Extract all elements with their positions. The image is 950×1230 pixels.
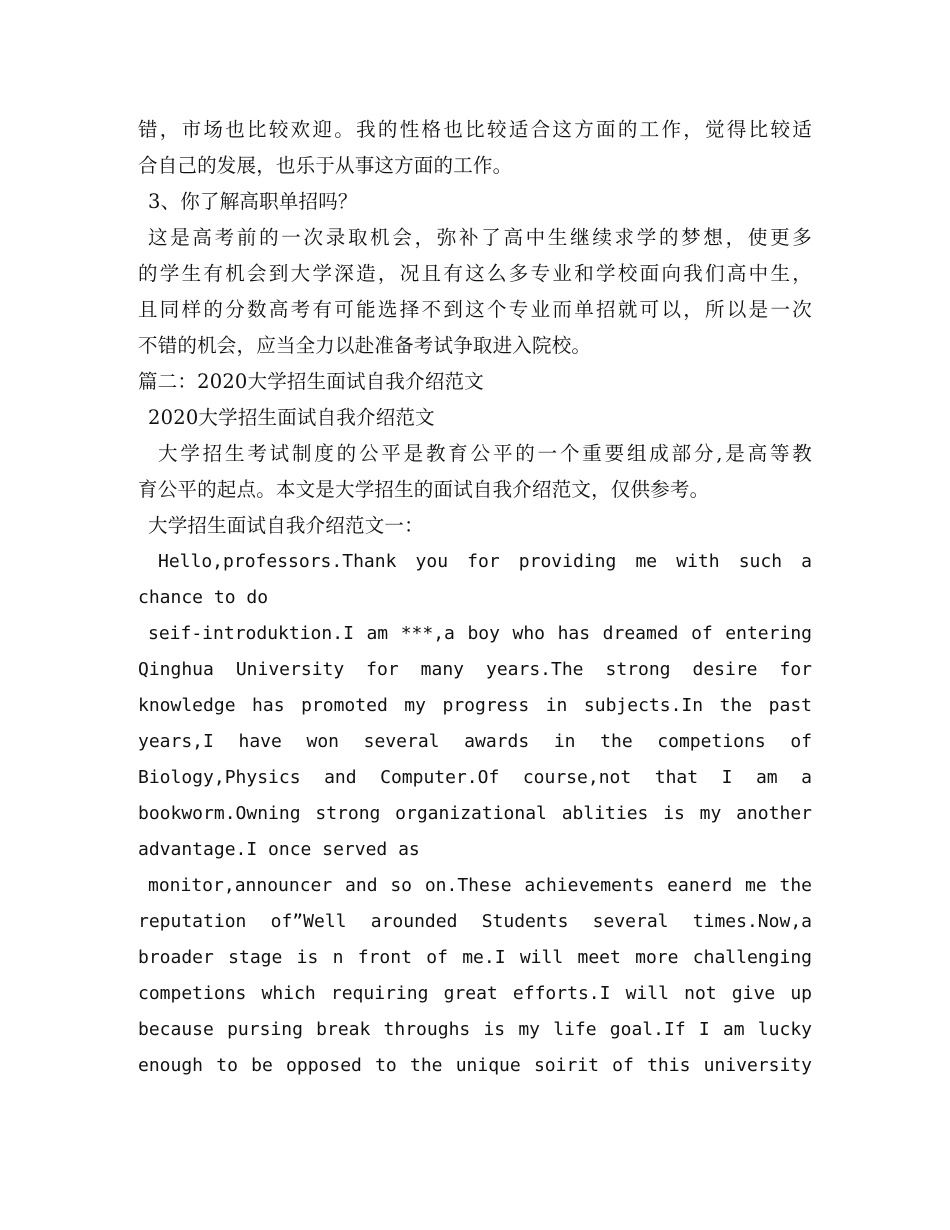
text-line: broader stage is n front of me.I will meet more challenging [138, 947, 812, 968]
text-line: Hello,professors.Thank you for providing me with such a [158, 551, 812, 572]
question-heading: 3、你了解高职单招吗？ [148, 190, 358, 213]
text-line: monitor,announcer and so on.These achievements eanerd me the [148, 875, 812, 896]
section-heading: 篇二：2020大学招生面试自我介绍范文 [138, 370, 484, 393]
text-line: because pursing break throughs is my life goal.If I am lucky [138, 1019, 812, 1040]
text-line: 且同样的分数高考有可能选择不到这个专业而单招就可以，所以是一次 [138, 298, 812, 321]
text-line: 错，市场也比较欢迎。我的性格也比较适合这方面的工作，觉得比较适 [138, 118, 812, 141]
text-line: years,I have won several awards in the competions of [138, 731, 812, 752]
text-line: seif-introduktion.I am ***,a boy who has dreamed of entering [148, 623, 812, 644]
text-line: Qinghua University for many years.The strong desire for [138, 659, 812, 680]
text-line: 不错的机会，应当全力以赴准备考试争取进入院校。 [138, 334, 592, 357]
text-line: advantage.I once served as [138, 839, 420, 860]
document-page [138, 112, 812, 1084]
text-line: bookworm.Owning strong organizational ablities is my another [138, 803, 812, 824]
text-line: 的学生有机会到大学深造，况且有这么多专业和学校面向我们高中生， [138, 262, 812, 285]
sample-heading: 大学招生面试自我介绍范文一： [148, 514, 424, 537]
text-line: competions which requiring great efforts.I will not give up [138, 983, 812, 1004]
text-line: 这是高考前的一次录取机会，弥补了高中生继续求学的梦想，使更多 [148, 226, 812, 249]
text-line: chance to do [138, 587, 269, 608]
text-line: 合自己的发展，也乐于从事这方面的工作。 [138, 154, 513, 177]
article-title: 2020大学招生面试自我介绍范文 [148, 406, 435, 429]
text-line: reputation of”Well arounded Students several times.Now,a [138, 911, 812, 932]
text-line: enough to be opposed to the unique soirit of this university [138, 1055, 812, 1076]
text-line: knowledge has promoted my progress in subjects.In the past [138, 695, 812, 716]
text-line: 大学招生考试制度的公平是教育公平的一个重要组成部分,是高等教 [158, 442, 812, 465]
text-line: 育公平的起点。本文是大学招生的面试自我介绍范文，仅供参考。 [138, 478, 710, 501]
text-line: Biology,Physics and Computer.Of course,not that I am a [138, 767, 812, 788]
